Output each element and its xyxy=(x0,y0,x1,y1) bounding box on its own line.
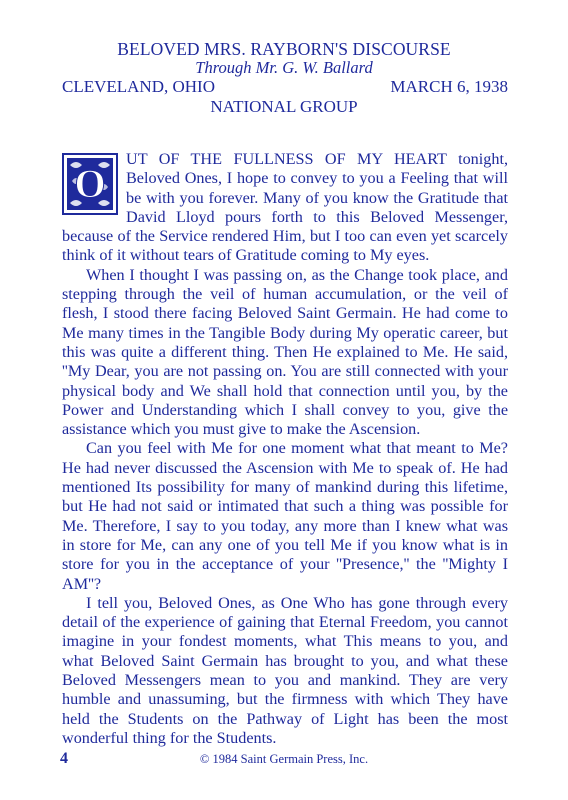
location: CLEVELAND, OHIO xyxy=(62,77,215,96)
paragraph: I tell you, Beloved Ones, as One Who has gone through every detail of the experience of gaining that Eternal Freedom, you cannot imagine in your fondest moments, what This means to you, and what Beloved Saint Germain has brought to you, and what these Beloved Messengers mean to you and mankind. They are very humble and unassuming, but the firmness with which They have held the Students on the Pathway of Light has been the most wonderful thing for the Students. xyxy=(62,593,508,747)
discourse-title: BELOVED MRS. RAYBORN'S DISCOURSE xyxy=(117,39,451,59)
discourse-body xyxy=(62,150,508,748)
paragraph: Can you feel with Me for one moment what that meant to Me? He had never discussed the Ascension with Me to speak of. He had mentioned Its possibility for many of mankind during this lifetime, but He had not said or intimated that such a thing was possible for Me. Therefore, I say to you today, any more than I knew what was in store for Me, can any one of you tell Me if you know what is in store for you in the acceptance of your ''Presence,'' the ''Mighty I AM''? xyxy=(62,439,508,593)
ornamental-dropcap xyxy=(62,153,118,215)
group-name: NATIONAL GROUP xyxy=(210,97,358,116)
copyright-notice: © 1984 Saint Germain Press, Inc. xyxy=(199,752,369,766)
page-number: 4 xyxy=(60,750,68,767)
paragraph: UT OF THE FULLNESS OF MY HEART tonight, Beloved Ones, I hope to convey to you a Feeling that will be with you forever. Many of you know the Gratitude that David Lloyd pours forth to this Beloved Messenger, because of the Service rendered Him, but I too can even yet scarcely think of it without tears of Gratitude coming to My eyes. xyxy=(62,150,508,265)
discourse-subtitle: Through Mr. G. W. Ballard xyxy=(195,58,373,77)
dropcap-letter: O xyxy=(74,161,106,206)
paragraph: When I thought I was passing on, as the Change took place, and stepping through the veil of human accumulation, or the veil of flesh, I stood there facing Beloved Saint Germain. He had come to Me many times in the Tangible Body during My operatic career, but this was quite a different thing. Then He explained to Me. He said, ''My Dear, you are not passing on. You are still connected with your physical body and We shall hold that connection until you, by the Power and Understanding which I shall convey to you, give the assistance which you must give to make the Ascension. xyxy=(62,265,508,439)
date: MARCH 6, 1938 xyxy=(390,77,508,96)
